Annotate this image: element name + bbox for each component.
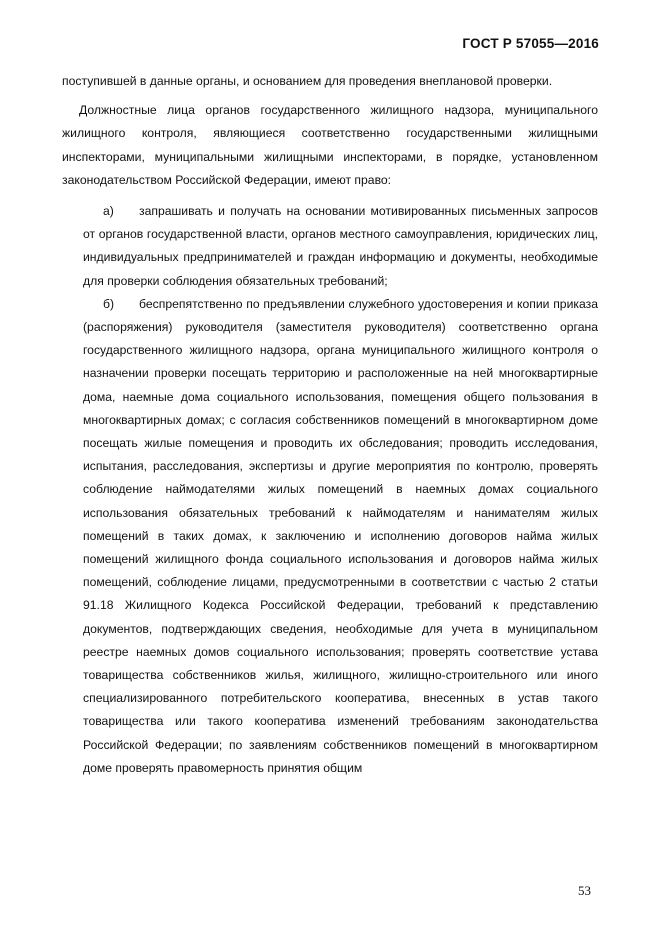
page-number: 53 (578, 883, 591, 898)
document-body (62, 70, 598, 780)
intro-paragraph: Должностные лица органов государственного жилищного надзора, муниципального жилищного контроля, являющиеся соответственно государственными жилищными инспекторами, муниципальными жилищными инспекторами, в порядке, установленном законодательством Российской Федерации, имеют право: (62, 103, 598, 187)
list-marker-b: б) (103, 296, 115, 311)
list-item-b (83, 293, 598, 780)
list-item-a (83, 200, 598, 293)
list-text-b: беспрепятственно по предъявлении служебного удостоверения и копии приказа (распоряжения) руководителя (заместителя руководителя) соответственно органа государственного жилищного надзора, органа муниципального жилищного контроля о назначении проверки посещать территорию и расположенные на ней многоквартирные дома, наемные дома социального использования, помещения общего пользования в многоквартирных домах; с согласия собственников помещений в многоквартирном доме посещать жилые помещения и проводить их обследования; проводить исследования, испытания, расследования, экспертизы и другие мероприятия по контролю, проверять соблюдение наймодателями жилых помещений в наемных домах социального использования обязательных требований к наймодателям и нанимателям жилых помещений в таких домах, к заключению и исполнению договоров найма жилых помещений жилищного фонда социального использования и договоров найма жилых помещений, соблюдение лицами, предусмотренными в соответствии с частью 2 статьи 91.18 Жилищного Кодекса Российской Федерации, требований к представлению документов, подтверждающих сведения, необходимые для учета в муниципальном реестре наемных домов социального использования; проверять соответствие устава товарищества собственников жилья, жилищного, жилищно-строительного или иного специализированного потребительского кооператива, внесенных в устав такого товарищества или такого кооператива изменений требованиям законодательства Российской Федерации; по заявлениям собственников помещений в многоквартирном доме проверять правомерность принятия общим (83, 296, 598, 775)
list-text-a: запрашивать и получать на основании мотивированных письменных запросов от органов государственной власти, органов местного самоуправления, юридических лиц, индивидуальных предпринимателей и граждан информацию и документы, необходимые для проверки соблюдения обязательных требований; (83, 204, 598, 288)
document-header: ГОСТ Р 57055—2016 (462, 36, 599, 51)
list-marker-a: а) (103, 204, 114, 219)
continuation-paragraph: поступившей в данные органы, и основанием для проведения внеплановой проверки. (62, 74, 553, 88)
